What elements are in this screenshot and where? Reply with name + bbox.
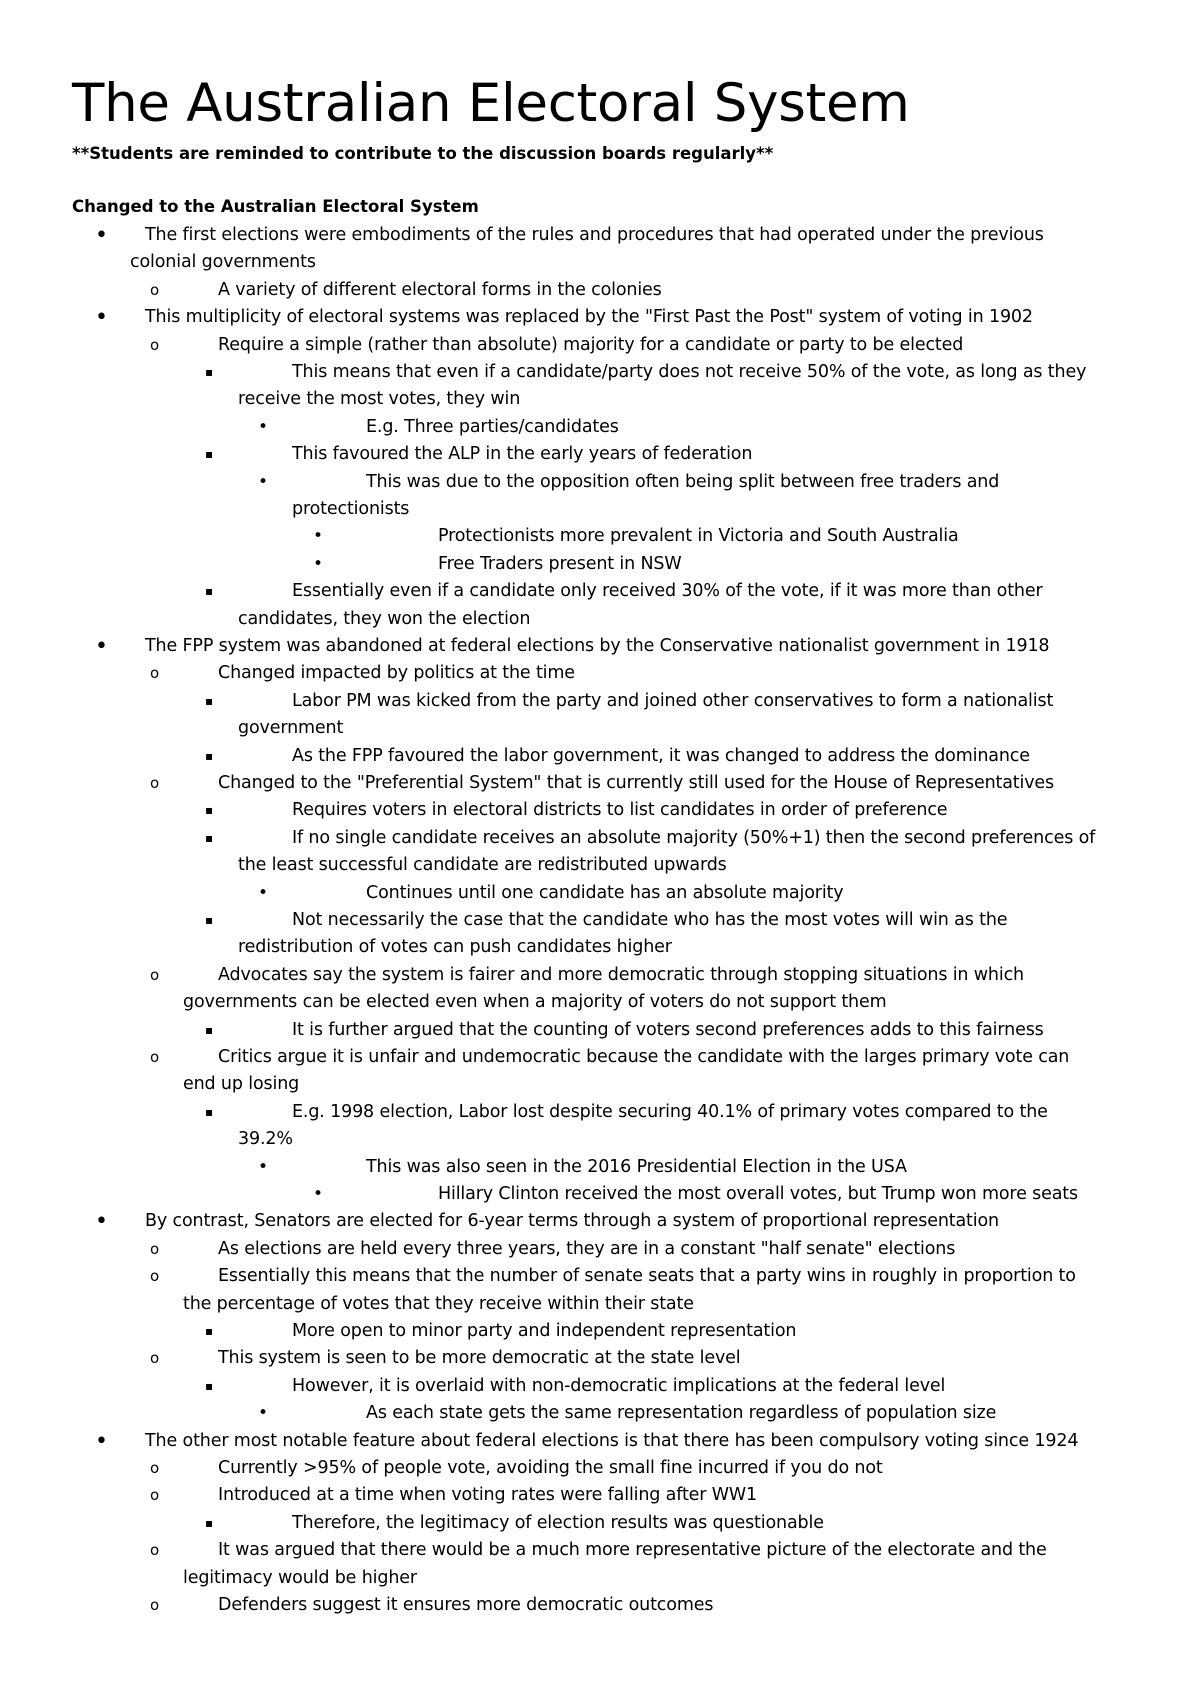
section-heading: Changed to the Australian Electoral System (72, 197, 479, 216)
bullet-marker-level-4: • (313, 1184, 324, 1204)
outline-line: The first elections were embodiments of the rules and procedures that had operated under the previous (145, 225, 1044, 245)
bullet-marker-level-4: • (313, 553, 324, 574)
outline-line: This favoured the ALP in the early years of federation (292, 444, 753, 465)
bullet-marker-level-2: o (150, 965, 160, 984)
outline-line: legitimacy would be higher (183, 1567, 417, 1588)
bullet-marker-level-2: o (150, 1267, 160, 1286)
bullet-marker-level-4: • (258, 416, 269, 437)
bullet-marker-level-1: • (95, 1209, 108, 1235)
bullet-marker-level-3: ▪ (205, 1104, 214, 1119)
bullet-marker-level-3: ▪ (205, 584, 214, 599)
outline-line: As the FPP favoured the labor government, it was changed to address the dominance (292, 745, 1030, 766)
outline-line: Require a simple (rather than absolute) majority for a candidate or party to be elected (218, 334, 964, 355)
outline-line: As each state gets the same representation regardless of population size (366, 1403, 997, 1424)
outline-line: Continues until one candidate has an absolute majority (366, 882, 844, 903)
bullet-marker-level-2: o (150, 1349, 160, 1368)
outline-line: This system is seen to be more democratic at the state level (218, 1348, 741, 1369)
outline-line: Currently >95% of people vote, avoiding the small fine incurred if you do not (218, 1458, 883, 1478)
outline-line: E.g. 1998 election, Labor lost despite securing 40.1% of primary votes compared to the (292, 1101, 1048, 1122)
bullet-marker-level-3: ▪ (205, 365, 214, 379)
bullet-marker-level-4: • (258, 471, 269, 492)
bullet-marker-level-4: • (313, 526, 324, 547)
outline-line: Requires voters in electoral districts to list candidates in order of preference (292, 800, 948, 821)
outline-line: receive the most votes, they win (238, 389, 521, 410)
bullet-marker-level-2: o (150, 1541, 160, 1560)
outline-line: government (238, 718, 344, 739)
bullet-marker-level-2: o (150, 664, 160, 683)
outline-line: The other most notable feature about federal elections is that there has been compulsory voting since 1924 (145, 1430, 1079, 1451)
bullet-marker-level-3: ▪ (205, 913, 214, 927)
bullet-marker-level-2: o (150, 1459, 160, 1477)
bullet-marker-level-3: ▪ (205, 830, 214, 845)
outline-line: Introduced at a time when voting rates were falling after WW1 (218, 1485, 758, 1506)
outline-line: Advocates say the system is fairer and more democratic through stopping situations in which (218, 964, 1024, 985)
bullet-marker-level-4: • (258, 1403, 269, 1424)
outline-line: colonial governments (130, 252, 316, 273)
bullet-marker-level-3: ▪ (205, 693, 214, 708)
outline-line: This was also seen in the 2016 Presidential Election in the USA (366, 1156, 907, 1177)
outline-line: Not necessarily the case that the candidate who has the most votes will win as the (292, 910, 1008, 930)
outline-line: protectionists (292, 499, 410, 519)
outline-line: Defenders suggest it ensures more democratic outcomes (218, 1595, 714, 1615)
outline-line: A variety of different electoral forms in the colonies (218, 279, 662, 300)
bullet-marker-level-2: o (150, 774, 160, 792)
outline-line: Protectionists more prevalent in Victoria and South Australia (438, 526, 959, 547)
outline-line: More open to minor party and independent representation (292, 1321, 797, 1341)
reminder-note: **Students are reminded to contribute to the discussion boards regularly** (72, 144, 774, 163)
bullet-marker-level-2: o (150, 1486, 160, 1505)
outline-line: 39.2% (238, 1129, 293, 1150)
outline-line: Hillary Clinton received the most overall votes, but Trump won more seats (438, 1184, 1078, 1204)
outline-line: Therefore, the legitimacy of election results was questionable (292, 1512, 824, 1533)
bullet-marker-level-3: ▪ (205, 1324, 214, 1338)
bullet-marker-level-2: o (150, 1048, 160, 1066)
outline-line: It is further argued that the counting of voters second preferences adds to this fairness (292, 1019, 1044, 1040)
outline-line: It was argued that there would be a much more representative picture of the electorate and the (218, 1540, 1047, 1561)
outline-line: candidates, they won the election (238, 608, 531, 629)
outline-line: As elections are held every three years, they are in a constant "half senate" elections (218, 1238, 956, 1259)
bullet-marker-level-1: • (95, 305, 108, 331)
bullet-marker-level-1: • (95, 634, 108, 659)
outline-line: Essentially even if a candidate only received 30% of the vote, if it was more than other (292, 581, 1043, 602)
bullet-marker-level-4: • (258, 1156, 269, 1177)
outline-line: Changed to the "Preferential System" that is currently still used for the House of Representatives (218, 773, 1055, 793)
outline-line: This means that even if a candidate/party does not receive 50% of the vote, as long as they (292, 362, 1087, 382)
bullet-marker-level-2: o (150, 335, 160, 354)
outline-line: Critics argue it is unfair and undemocratic because the candidate with the larges primary vote can (218, 1047, 1070, 1067)
bullet-marker-level-3: ▪ (205, 1515, 214, 1530)
bullet-marker-level-3: ▪ (205, 1022, 214, 1037)
outline-line: This multiplicity of electoral systems was replaced by the "First Past the Post" system of voting in 1902 (145, 307, 1033, 328)
outline-line: Changed impacted by politics at the time (218, 663, 575, 684)
outline-line: If no single candidate receives an absolute majority (50%+1) then the second preferences of (292, 827, 1096, 848)
bullet-marker-level-1: • (95, 223, 108, 248)
outline-line: the percentage of votes that they receive within their state (183, 1293, 694, 1314)
bullet-marker-level-3: ▪ (205, 748, 214, 763)
outline-line: governments can be elected even when a majority of voters do not support them (183, 992, 887, 1013)
bullet-marker-level-2: o (150, 1239, 160, 1258)
outline-line: The FPP system was abandoned at federal elections by the Conservative nationalist government in 1918 (145, 636, 1050, 656)
outline-line: Free Traders present in NSW (438, 553, 682, 574)
outline-line: end up losing (183, 1074, 300, 1095)
bullet-marker-level-3: ▪ (205, 447, 214, 462)
outline-line: redistribution of votes can push candidates higher (238, 937, 672, 958)
bullet-marker-level-3: ▪ (205, 803, 214, 818)
outline-line: This was due to the opposition often being split between free traders and (366, 471, 1000, 492)
outline-line: E.g. Three parties/candidates (366, 416, 619, 437)
outline-line: the least successful candidate are redistributed upwards (238, 855, 727, 876)
outline-line: Essentially this means that the number of senate seats that a party wins in roughly in proportion to (218, 1266, 1076, 1287)
bullet-marker-level-2: o (150, 280, 160, 299)
bullet-marker-level-2: o (150, 1596, 160, 1614)
bullet-marker-level-3: ▪ (205, 1378, 214, 1393)
outline-line: By contrast, Senators are elected for 6-year terms through a system of proportional representation (145, 1211, 999, 1232)
outline-line: However, it is overlaid with non-democratic implications at the federal level (292, 1375, 946, 1396)
bullet-marker-level-1: • (95, 1428, 108, 1454)
document-title: The Australian Electoral System (72, 73, 910, 134)
bullet-marker-level-4: • (258, 882, 269, 903)
outline-line: Labor PM was kicked from the party and joined other conservatives to form a nationalist (292, 690, 1054, 711)
